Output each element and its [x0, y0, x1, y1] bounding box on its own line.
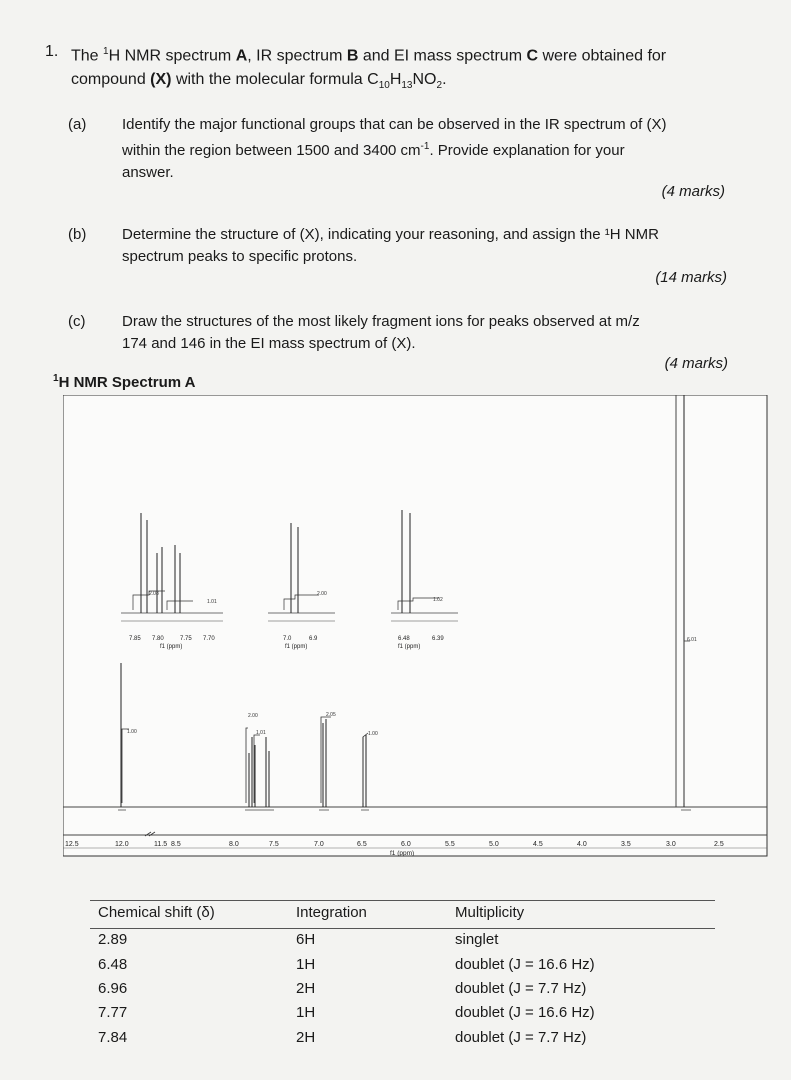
part-label: (c): [68, 313, 86, 330]
inset-axis-label: f1 (ppm): [160, 644, 183, 650]
integration-cell: 1H: [296, 956, 316, 973]
integral-label: 1.00: [127, 729, 137, 735]
spectrum-title-text: H NMR Spectrum A: [58, 374, 196, 391]
inset-integral-label: 2.00: [317, 591, 327, 597]
question-1: [45, 40, 745, 99]
multiplicity-cell: doublet (J = 16.6 Hz): [455, 1004, 595, 1021]
marks-c: (4 marks): [664, 355, 728, 372]
question-text-segment: , IR spectrum: [247, 47, 347, 65]
tick-label: 6.0: [401, 841, 411, 848]
tick-label: 4.0: [577, 841, 587, 848]
inset-tick: 7.0: [283, 636, 292, 642]
tick-label: 12.5: [65, 841, 79, 848]
tick-label: 7.0: [314, 841, 324, 848]
superscript: 1: [103, 46, 109, 57]
tick-label: 8.0: [229, 841, 239, 848]
tick-label: 7.5: [269, 841, 279, 848]
marks-b: (14 marks): [655, 269, 727, 286]
inset-integral-label: 1.01: [207, 599, 217, 605]
tick-label: 5.0: [489, 841, 499, 848]
part-text: [122, 311, 738, 355]
question-text-segment: The: [71, 47, 104, 65]
table-header-rule: [90, 928, 715, 929]
shift-cell: 2.89: [98, 931, 128, 948]
superscript: 1: [53, 373, 59, 384]
formula-element: H: [389, 71, 402, 89]
inset-tick: 7.70: [203, 636, 215, 642]
tick-label: 3.0: [666, 841, 676, 848]
tick-label: 4.5: [533, 841, 543, 848]
question-text-segment: and EI mass spectrum: [358, 47, 527, 65]
marks-a: (4 marks): [661, 183, 725, 200]
inset-tick: 6.48: [398, 636, 410, 642]
part-line: within the region between 1500 and 3400 cm: [122, 142, 421, 159]
question-text: [71, 40, 745, 99]
multiplicity-cell: doublet (J = 16.6 Hz): [455, 956, 595, 973]
question-text-segment: H NMR spectrum: [108, 47, 236, 65]
spectrum-b-ref: B: [346, 47, 359, 65]
part-b: [68, 224, 738, 268]
subscript: 13: [401, 80, 413, 92]
integral-label: 2.05: [326, 712, 336, 718]
tick-label: 6.5: [357, 841, 367, 848]
tick-label: 3.5: [621, 841, 631, 848]
subscript: 10: [378, 80, 390, 92]
part-line: answer.: [122, 164, 174, 181]
inset-tick: 7.85: [129, 636, 141, 642]
part-label: (b): [68, 226, 87, 243]
spectrum-frame: [63, 395, 767, 856]
inset-tick: 7.75: [180, 636, 192, 642]
part-line: Identify the major functional groups that can be observed in the IR spectrum of (X): [122, 116, 667, 133]
spectrum-a-ref: A: [235, 47, 248, 65]
inset-tick: 7.80: [152, 636, 164, 642]
question-number: 1.: [45, 43, 59, 60]
part-a: [68, 114, 738, 184]
shift-cell: 6.48: [98, 956, 128, 973]
question-text-segment: compound: [71, 71, 151, 89]
part-line: spectrum peaks to specific protons.: [122, 248, 358, 265]
tick-label: 2.5: [714, 841, 724, 848]
spectrum-c-ref: C: [526, 47, 539, 65]
part-line: Draw the structures of the most likely fragment ions for peaks observed at m/z: [122, 313, 640, 330]
inset-tick: 6.39: [432, 636, 444, 642]
tick-label: 8.5: [171, 841, 181, 848]
superscript: -1: [420, 141, 430, 152]
table-top-rule: [90, 900, 715, 901]
part-line: . Provide explanation for your: [429, 142, 625, 159]
shift-cell: 7.77: [98, 1004, 128, 1021]
part-label: (a): [68, 116, 87, 133]
integration-cell: 2H: [296, 1029, 316, 1046]
inset-tick: 6.9: [309, 636, 318, 642]
integration-cell: 6H: [296, 931, 316, 948]
part-text: [122, 224, 738, 268]
formula-element: NO: [412, 71, 437, 89]
part-text: [122, 114, 738, 184]
inset-integral-label: 2.08: [149, 591, 159, 597]
multiplicity-cell: doublet (J = 7.7 Hz): [455, 980, 587, 997]
shift-cell: 6.96: [98, 980, 128, 997]
inset-integral-label: 1.02: [433, 597, 443, 603]
inset-axis-label: f1 (ppm): [398, 644, 421, 650]
question-text-segment: with the molecular formula C: [171, 71, 379, 89]
subscript: 2: [436, 80, 443, 92]
integration-cell: 1H: [296, 1004, 316, 1021]
part-line: Determine the structure of (X), indicating your reasoning, and assign the ¹H NMR: [122, 226, 659, 243]
spectrum-title: [53, 373, 196, 391]
nmr-spectrum: [63, 395, 768, 857]
tick-label: 5.5: [445, 841, 455, 848]
integral-label: 2.00: [248, 713, 258, 719]
integral-label: 1.01: [256, 730, 266, 736]
integration-cell: 2H: [296, 980, 316, 997]
shift-cell: 7.84: [98, 1029, 128, 1046]
tick-label: 11.5: [154, 841, 168, 848]
question-text-segment: .: [442, 71, 447, 89]
multiplicity-cell: singlet: [455, 931, 499, 948]
axis-label: f1 (ppm): [390, 850, 415, 857]
integral-label: 6.01: [687, 637, 697, 643]
question-text-segment: were obtained for: [538, 47, 667, 65]
header-integration: Integration: [296, 904, 367, 921]
tick-label: 12.0: [115, 841, 129, 848]
header-multiplicity: Multiplicity: [455, 904, 525, 921]
integral-label: 1.00: [368, 731, 378, 737]
part-c: [68, 311, 738, 355]
multiplicity-cell: doublet (J = 7.7 Hz): [455, 1029, 587, 1046]
compound-ref: (X): [150, 71, 172, 89]
header-shift: Chemical shift (δ): [98, 904, 215, 921]
inset-axis-label: f1 (ppm): [285, 644, 308, 650]
part-line: 174 and 146 in the EI mass spectrum of (X).: [122, 335, 416, 352]
